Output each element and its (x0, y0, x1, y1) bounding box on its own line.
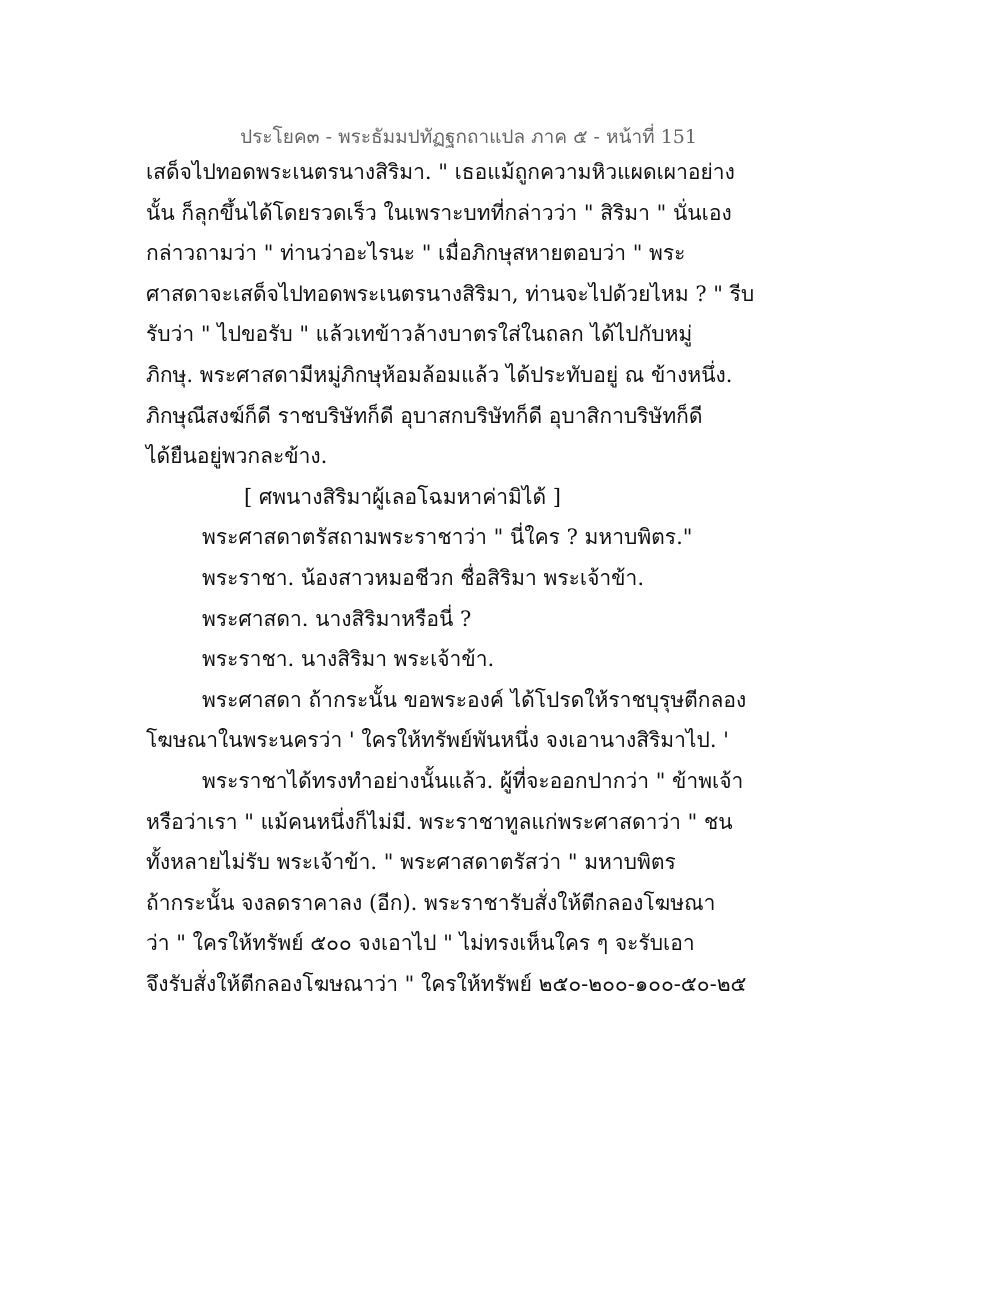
body-text (146, 152, 755, 1004)
text-line: กล่าวถามว่า " ท่านว่าอะไรนะ " เมื่อภิกษุสหายตอบว่า " พระ (146, 241, 686, 266)
text-line: โฆษณาในพระนครว่า ' ใครให้ทรัพย์พันหนึ่ง จงเอานางสิริมาไป. ' (146, 728, 729, 753)
text-line: พระศาสดา ถ้ากระนั้น ขอพระองค์ ได้โปรดให้ราชบุรุษตีกลอง (202, 687, 747, 712)
section-heading: [ ศพนางสิริมาผู้เลอโฉมหาค่ามิได้ ] (244, 484, 561, 509)
text-line: ศาสดาจะเสด็จไปทอดพระเนตรนางสิริมา, ท่านจะไปด้วยไหม ? " รีบ (146, 281, 755, 306)
running-header: ประโยค๓ - พระธัมมปทัฏฐกถาแปล ภาค ๕ - หน้าที่ 151 (240, 126, 697, 148)
text-line: จึงรับสั่งให้ตีกลองโฆษณาว่า " ใครให้ทรัพย์ ๒๕๐-๒๐๐-๑๐๐-๕๐-๒๕ (146, 971, 747, 996)
text-line: หรือว่าเรา " แม้คนหนึ่งก็ไม่มี. พระราชาทูลแก่พระศาสดาว่า " ชน (146, 809, 733, 834)
text-line: เสด็จไปทอดพระเนตรนางสิริมา. " เธอแม้ถูกความหิวแผดเผาอย่าง (146, 160, 735, 184)
text-line: พระราชาได้ทรงทำอย่างนั้นแล้ว. ผู้ที่จะออกปากว่า " ข้าพเจ้า (202, 768, 744, 793)
text-line: นั้น ก็ลุกขึ้นได้โดยรวดเร็ว ในเพราะบทที่กล่าวว่า " สิริมา " นั่นเอง (146, 200, 732, 225)
text-line: รับว่า " ไปขอรับ " แล้วเทข้าวล้างบาตรใส่ในถลก ได้ไปกับหมู่ (146, 322, 693, 347)
text-line: ภิกษุ. พระศาสดามีหมู่ภิกษุห้อมล้อมแล้ว ได้ประทับอยู่ ณ ข้างหนึ่ง. (146, 362, 733, 387)
text-line: ทั้งหลายไม่รับ พระเจ้าข้า. " พระศาสดาตรัสว่า " มหาบพิตร (146, 850, 676, 875)
text-line: พระศาสดา. นางสิริมาหรือนี่ ? (202, 606, 472, 631)
text-line: พระศาสดาตรัสถามพระราชาว่า " นี่ใคร ? มหาบพิตร." (202, 525, 693, 550)
text-line: ถ้ากระนั้น จงลดราคาลง (อีก). พระราชารับสั่งให้ตีกลองโฆษณา (146, 890, 716, 915)
text-line: ได้ยืนอยู่พวกละข้าง. (146, 444, 328, 469)
text-line: พระราชา. นางสิริมา พระเจ้าข้า. (202, 647, 495, 672)
text-line: พระราชา. น้องสาวหมอชีวก ชื่อสิริมา พระเจ้าข้า. (202, 565, 644, 590)
text-line: ภิกษุณีสงฆ์ก็ดี ราชบริษัทก็ดี อุบาสกบริษัทก็ดี อุบาสิกาบริษัทก็ดี (146, 403, 703, 428)
text-line: ว่า " ใครให้ทรัพย์ ๕๐๐ จงเอาไป " ไม่ทรงเห็นใคร ๆ จะรับเอา (146, 931, 695, 956)
